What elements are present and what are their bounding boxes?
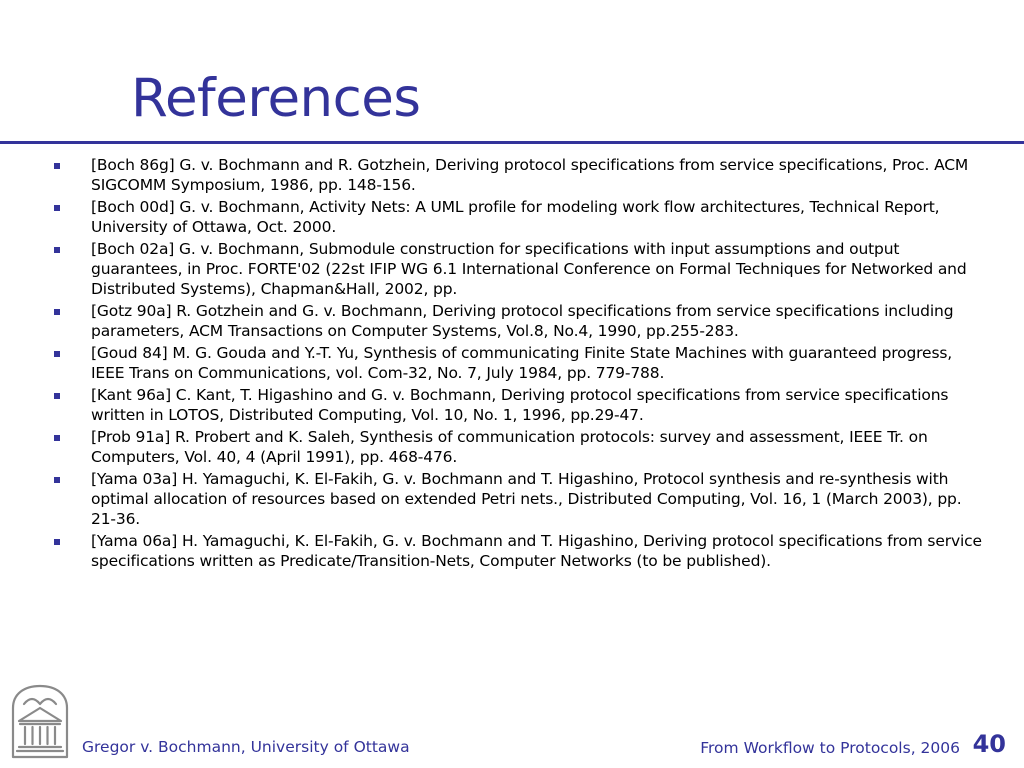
reference-text: [Yama 03a] H. Yamaguchi, K. El-Fakih, G. v. Bochmann and T. Higashino, Protocol synthesis and re-synthesis with optimal allocation of resources based on extended Petri nets., Distributed Computing, Vol. 16, 1 (March 2003), pp. 21-36. <box>91 470 962 528</box>
reference-text: [Boch 02a] G. v. Bochmann, Submodule construction for specifications with input assumptions and output guarantees, in Proc. FORTE'02 (22st IFIP WG 6.1 International Conference on Formal Techniques for Networked and Distributed Systems), Chapman&Hall, 2002, pp. <box>91 240 967 298</box>
reference-item <box>0 469 987 529</box>
reference-item <box>0 155 987 195</box>
slide-title: References <box>131 68 421 129</box>
reference-item <box>0 531 987 571</box>
footer-author: Gregor v. Bochmann, University of Ottawa <box>82 738 410 756</box>
bullet-icon <box>54 435 60 441</box>
reference-item <box>0 385 987 425</box>
reference-item <box>0 343 987 383</box>
reference-text: [Prob 91a] R. Probert and K. Saleh, Synthesis of communication protocols: survey and assessment, IEEE Tr. on Computers, Vol. 40, 4 (April 1991), pp. 468-476. <box>91 428 928 466</box>
bullet-icon <box>54 205 60 211</box>
reference-text: [Kant 96a] C. Kant, T. Higashino and G. v. Bochmann, Deriving protocol specifications from service specifications written in LOTOS, Distributed Computing, Vol. 10, No. 1, 1996, pp.29-47. <box>91 386 949 424</box>
reference-text: [Yama 06a] H. Yamaguchi, K. El-Fakih, G. v. Bochmann and T. Higashino, Deriving protocol specifications from service specifications written as Predicate/Transition-Nets, Computer Networks (to be published). <box>91 532 982 570</box>
reference-text: [Goud 84] M. G. Gouda and Y.-T. Yu, Synthesis of communicating Finite State Machines with guaranteed progress, IEEE Trans on Communications, vol. Com-32, No. 7, July 1984, pp. 779-788. <box>91 344 953 382</box>
reference-text: [Boch 00d] G. v. Bochmann, Activity Nets: A UML profile for modeling work flow architectures, Technical Report, University of Ottawa, Oct. 2000. <box>91 198 940 236</box>
bullet-icon <box>54 539 60 545</box>
reference-item <box>0 239 987 299</box>
reference-item <box>0 301 987 341</box>
bullet-icon <box>54 309 60 315</box>
reference-text: [Gotz 90a] R. Gotzhein and G. v. Bochmann, Deriving protocol specifications from service specifications including parameters, ACM Transactions on Computer Systems, Vol.8, No.4, 1990, pp.255-283. <box>91 302 954 340</box>
footer-presentation-title: From Workflow to Protocols, 2006 <box>700 739 960 757</box>
title-divider <box>0 141 1024 144</box>
reference-list <box>0 155 1024 573</box>
reference-item <box>0 427 987 467</box>
page-number: 40 <box>972 730 1006 758</box>
bullet-icon <box>54 477 60 483</box>
bullet-icon <box>54 393 60 399</box>
bullet-icon <box>54 351 60 357</box>
university-building-icon <box>10 684 70 760</box>
reference-item <box>0 197 987 237</box>
reference-text: [Boch 86g] G. v. Bochmann and R. Gotzhein, Deriving protocol specifications from service specifications, Proc. ACM SIGCOMM Symposium, 1986, pp. 148-156. <box>91 156 969 194</box>
bullet-icon <box>54 247 60 253</box>
bullet-icon <box>54 163 60 169</box>
